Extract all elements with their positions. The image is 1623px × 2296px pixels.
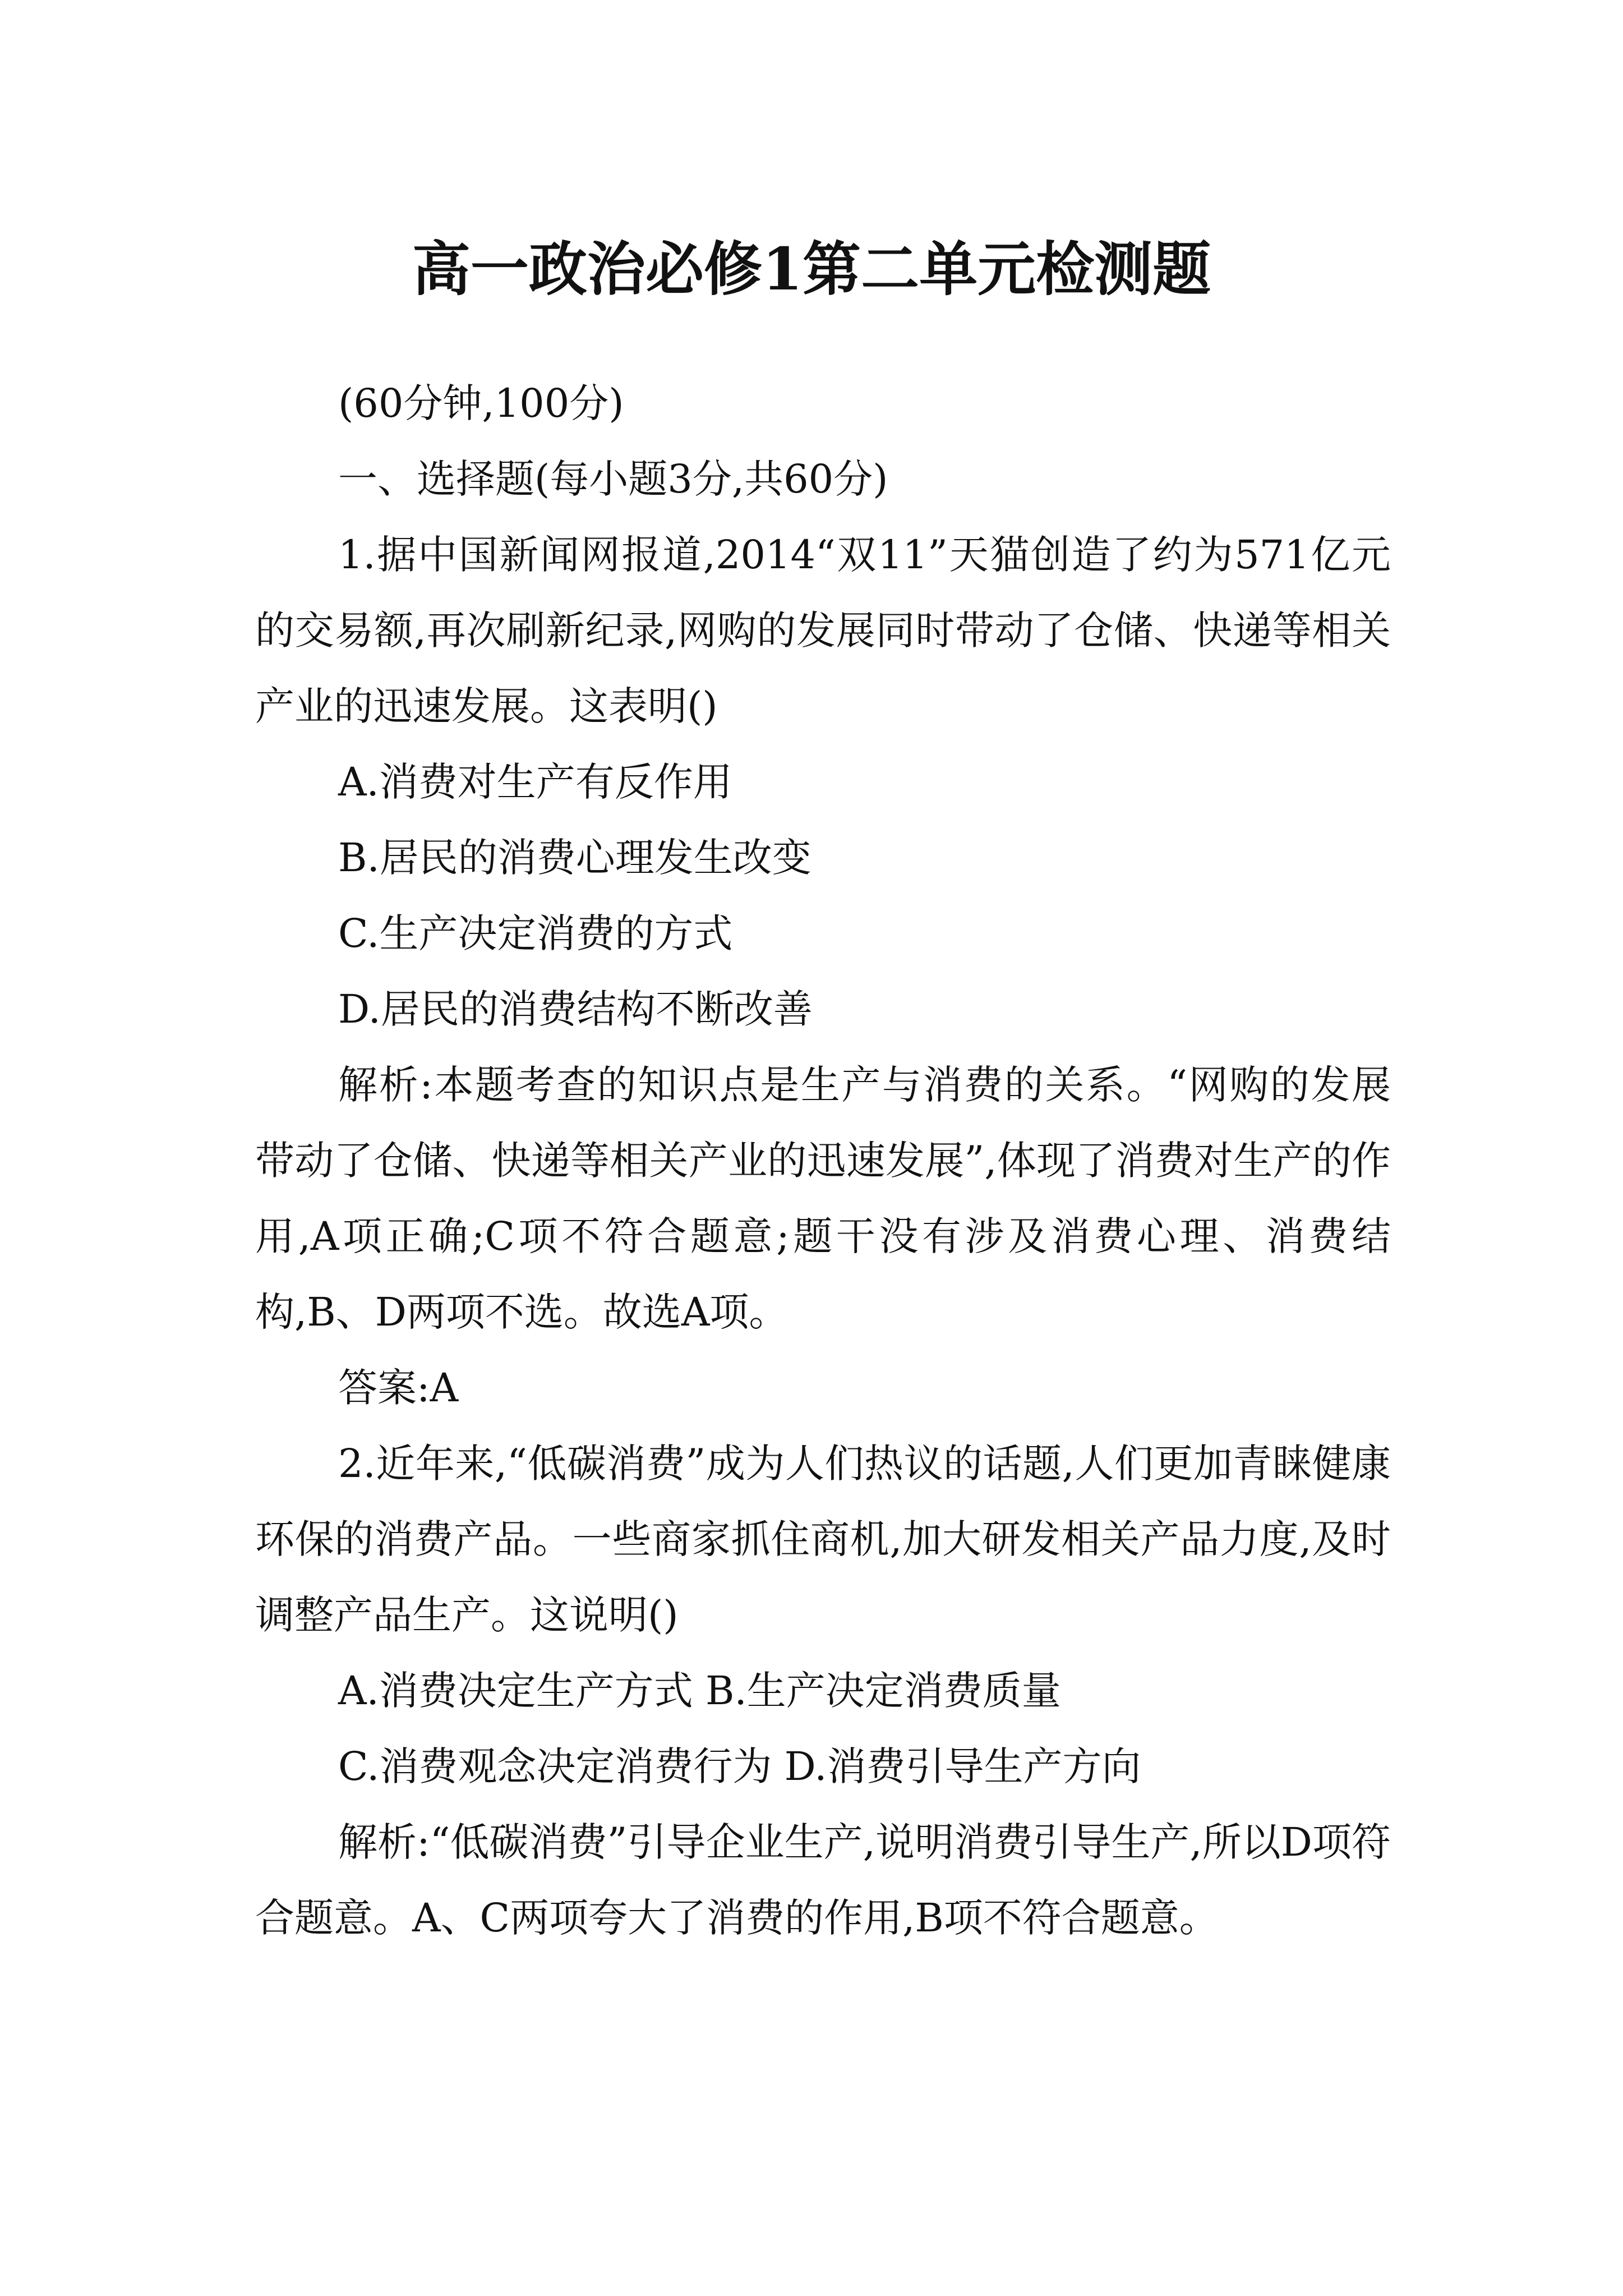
question-1-option-d: D.居民的消费结构不断改善 [338, 986, 813, 1032]
section-heading: 一、选择题(每小题3分,共60分) [338, 456, 888, 502]
question-2-stem: 2.近年来,“低碳消费”成为人们热议的话题,人们更加青睐健康环保的消费产品。一些商家抓住商机,加大研发相关产品力度,及时调整产品生产。这说明() [255, 1441, 1391, 1638]
document-title: 高一政治必修1第二单元检测题 [412, 234, 1211, 303]
question-1-option-b: B.居民的消费心理发生改变 [338, 835, 811, 881]
question-2-options-ab: A.消费决定生产方式 B.生产决定消费质量 [338, 1668, 1061, 1714]
question-1-option-c: C.生产决定消费的方式 [338, 910, 733, 956]
document-body [255, 366, 1391, 1956]
question-1-stem: 1.据中国新闻网报道,2014“双11”天猫创造了约为571亿元的交易额,再次刷新纪录,网购的发展同时带动了仓储、快递等相关产业的迅速发展。这表明() [255, 532, 1391, 729]
question-1-option-a: A.消费对生产有反作用 [338, 759, 732, 805]
exam-info: (60分钟,100分) [338, 380, 624, 426]
question-2-options-cd: C.消费观念决定消费行为 D.消费引导生产方向 [338, 1743, 1141, 1789]
question-1-answer: 答案:A [338, 1365, 459, 1411]
question-2-analysis: 解析:“低碳消费”引导企业生产,说明消费引导生产,所以D项符合题意。A、C两项夸大了消费的作用,B项不符合题意。 [255, 1819, 1391, 1941]
question-1-analysis: 解析:本题考查的知识点是生产与消费的关系。“网购的发展带动了仓储、快递等相关产业的迅速发展”,体现了消费对生产的作用,A项正确;C项不符合题意;题干没有涉及消费心理、消费结构,B、D两项不选。故选A项。 [255, 1062, 1391, 1335]
